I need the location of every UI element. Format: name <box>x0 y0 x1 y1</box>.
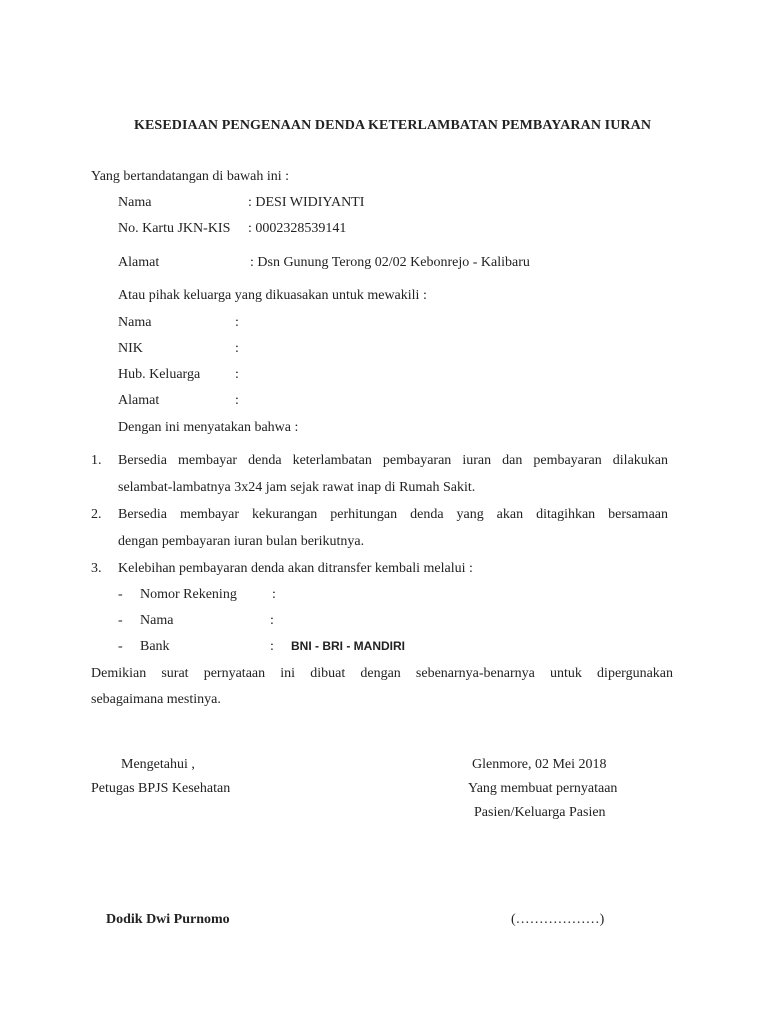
rep-relation-label: Hub. Keluarga <box>118 367 201 382</box>
rep-relation-colon: : <box>235 367 239 382</box>
item-1-line1: Bersedia membayar denda keterlambatan pembayaran iuran dan pembayaran dilakukan <box>118 453 668 468</box>
document-title: KESEDIAAN PENGENAAN DENDA KETERLAMBATAN PEMBAYARAN IURAN <box>134 118 652 133</box>
right-sign-line1: Yang membuat pernyataan <box>468 781 618 796</box>
rep-address-colon: : <box>235 393 239 408</box>
participant-name-label: Nama <box>118 195 152 210</box>
left-sign-line1: Mengetahui , <box>121 757 195 772</box>
bank-name-dash: - <box>118 639 123 654</box>
rep-address-label: Alamat <box>118 393 160 408</box>
right-sign-name: (………………) <box>511 912 605 927</box>
rep-name-colon: : <box>235 315 239 330</box>
place-date: Glenmore, 02 Mei 2018 <box>472 757 607 772</box>
participant-address-label: Alamat <box>118 255 160 270</box>
rep-name-label: Nama <box>118 315 152 330</box>
statement-intro: Dengan ini menyatakan bahwa : <box>118 420 299 435</box>
item-3-number: 3. <box>91 561 102 576</box>
participant-address-value: : Dsn Gunung Terong 02/02 Kebonrejo - Kalibaru <box>250 255 530 270</box>
item-2-line2: dengan pembayaran iuran bulan berikutnya. <box>118 534 365 549</box>
left-sign-name: Dodik Dwi Purnomo <box>106 912 230 927</box>
item-1-line2: selambat-lambatnya 3x24 jam sejak rawat inap di Rumah Sakit. <box>118 480 476 495</box>
rep-nik-label: NIK <box>118 341 143 356</box>
item-1-number: 1. <box>91 453 102 468</box>
participant-card-value: : 0002328539141 <box>248 221 347 236</box>
rep-nik-colon: : <box>235 341 239 356</box>
bank-name-value: BNI - BRI - MANDIRI <box>291 639 405 653</box>
bank-name-label: Bank <box>140 639 170 654</box>
participant-card-label: No. Kartu JKN-KIS <box>118 221 231 236</box>
bank-account-dash: - <box>118 587 123 602</box>
right-sign-line2: Pasien/Keluarga Pasien <box>474 805 606 820</box>
bank-holder-dash: - <box>118 613 123 628</box>
item-3-line1: Kelebihan pembayaran denda akan ditransfer kembali melalui : <box>118 561 473 576</box>
bank-account-label: Nomor Rekening <box>140 587 237 602</box>
representative-intro: Atau pihak keluarga yang dikuasakan untuk mewakili : <box>118 288 427 303</box>
closing-line1: Demikian surat pernyataan ini dibuat dengan sebenarnya-benarnya untuk dipergunakan <box>91 666 673 681</box>
bank-name-colon: : <box>270 639 274 654</box>
bank-account-colon: : <box>272 587 276 602</box>
participant-name-value: : DESI WIDIYANTI <box>248 195 365 210</box>
item-2-line1: Bersedia membayar kekurangan perhitungan denda yang akan ditagihkan bersamaan <box>118 507 668 522</box>
closing-line2: sebagaimana mestinya. <box>91 692 221 707</box>
bank-holder-colon: : <box>270 613 274 628</box>
intro-text: Yang bertandatangan di bawah ini : <box>91 169 290 184</box>
bank-holder-label: Nama <box>140 613 174 628</box>
left-sign-line2: Petugas BPJS Kesehatan <box>91 781 231 796</box>
item-2-number: 2. <box>91 507 102 522</box>
